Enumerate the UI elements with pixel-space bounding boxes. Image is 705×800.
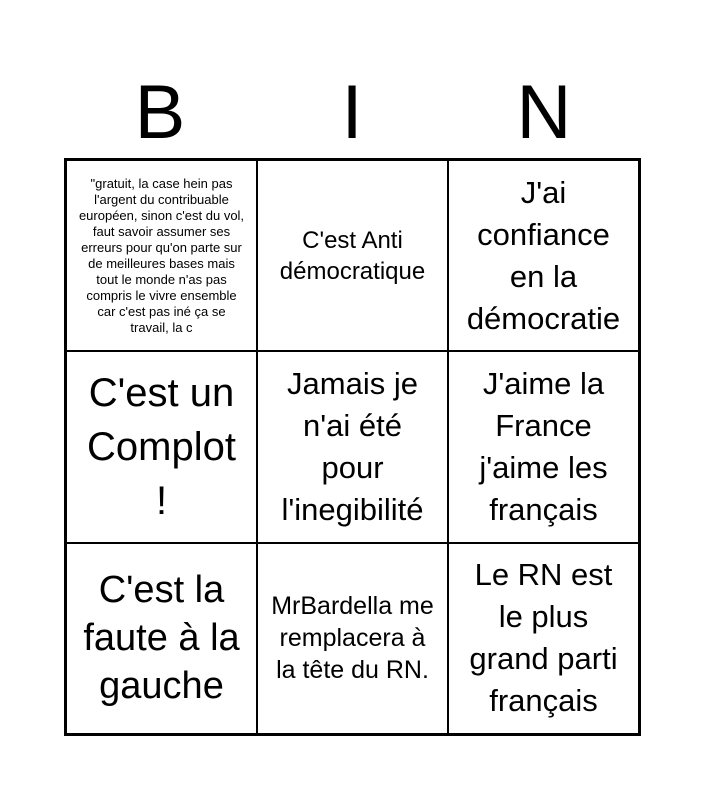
bingo-cell-text: "gratuit, la case hein pas l'argent du contribuable européen, sinon c'est du vol, faut savoir assumer ses erreurs pour qu'on parte sur de meilleures bases mais tout le monde n'as pas compris le vivre ensemble car c'est pas iné ça se travail, la c	[78, 175, 245, 335]
bingo-header	[64, 68, 641, 158]
bingo-cell-r2c3[interactable]	[448, 351, 639, 542]
bingo-cell-text: C'est Anti démocratique	[279, 226, 426, 285]
bingo-cell-text: C'est un Complot !	[87, 370, 236, 523]
bingo-cell-r3c3[interactable]	[448, 543, 639, 734]
bingo-cell-text: MrBardella me remplacera à la tête du RN.	[271, 592, 434, 685]
bingo-cell-text: J'ai confiance en la démocratie	[466, 174, 621, 336]
bingo-cell-r1c1[interactable]	[66, 160, 257, 351]
bingo-cell-r3c2[interactable]	[257, 543, 448, 734]
bingo-cell-r1c2[interactable]	[257, 160, 448, 351]
bingo-cell-r1c3[interactable]	[448, 160, 639, 351]
bingo-cell-text: J'aime la France j'aime les français	[479, 365, 608, 527]
bingo-grid	[64, 158, 641, 736]
bingo-cell-r2c1[interactable]	[66, 351, 257, 542]
bingo-cell-r2c2[interactable]	[257, 351, 448, 542]
header-letter-n: N	[516, 70, 572, 155]
header-letter-b: B	[134, 70, 186, 155]
bingo-cell-text: Le RN est le plus grand parti français	[469, 557, 618, 719]
header-letter-i: I	[341, 70, 363, 155]
bingo-cell-text: C'est la faute à la gauche	[83, 569, 240, 708]
bingo-cell-r3c1[interactable]	[66, 543, 257, 734]
bingo-cell-text: Jamais je n'ai été pour l'inegibilité	[281, 365, 424, 527]
